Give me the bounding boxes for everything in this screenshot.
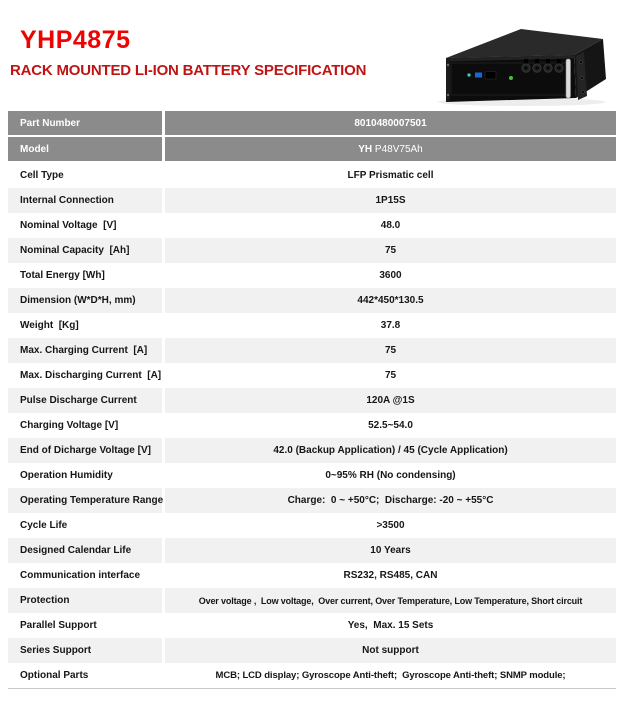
doc-title: RACK MOUNTED LI-ION BATTERY SPECIFICATION [10, 62, 367, 79]
row-label: Communication interface [8, 563, 162, 588]
table-row [8, 613, 616, 638]
row-value: 52.5~54.0 [165, 413, 616, 438]
table-row [8, 213, 616, 238]
table-row [8, 388, 616, 413]
table-row [8, 238, 616, 263]
row-value: 75 [165, 238, 616, 263]
row-label: Parallel Support [8, 613, 162, 638]
row-value: 37.8 [165, 313, 616, 338]
table-row [8, 363, 616, 388]
row-label: Internal Connection [8, 188, 162, 213]
row-value: RS232, RS485, CAN [165, 563, 616, 588]
table-row [8, 111, 616, 135]
row-value: Not support [165, 638, 616, 663]
table-row [8, 163, 616, 188]
row-label: Protection [8, 588, 162, 613]
row-value: Yes, Max. 15 Sets [165, 613, 616, 638]
table-row [8, 137, 616, 161]
row-label: Nominal Capacity [Ah] [8, 238, 162, 263]
row-value-rest: P48V75Ah [372, 143, 423, 155]
row-value: 75 [165, 363, 616, 388]
table-row [8, 438, 616, 463]
row-value: 75 [165, 338, 616, 363]
row-label: Nominal Voltage [V] [8, 213, 162, 238]
row-value: 3600 [165, 263, 616, 288]
row-value-bold: YH [358, 143, 373, 155]
table-row [8, 288, 616, 313]
row-label: Part Number [8, 111, 162, 135]
row-value: Charge: 0 ~ +50°C; Discharge: -20 ~ +55°C [165, 488, 616, 513]
row-label: Charging Voltage [V] [8, 413, 162, 438]
row-label: Max. Charging Current [A] [8, 338, 162, 363]
table-row [8, 588, 616, 613]
row-label: Pulse Discharge Current [8, 388, 162, 413]
table-row [8, 538, 616, 563]
row-value: Over voltage , Low voltage, Over current, Over Temperature, Low Temperature, Short circuit [165, 588, 616, 613]
row-value: MCB; LCD display; Gyroscope Anti-theft; Gyroscope Anti-theft; SNMP module; [165, 663, 616, 688]
row-value: LFP Prismatic cell [165, 163, 616, 188]
rack-battery-icon [422, 12, 612, 107]
table-row [8, 313, 616, 338]
page-title: YHP4875 [20, 26, 131, 54]
row-label: Operation Humidity [8, 463, 162, 488]
row-label: Cell Type [8, 163, 162, 188]
row-label: Designed Calendar Life [8, 538, 162, 563]
spec-table [8, 111, 616, 689]
row-label: Weight [Kg] [8, 313, 162, 338]
table-row [8, 513, 616, 538]
table-row [8, 488, 616, 513]
row-value [165, 137, 616, 161]
row-label: Total Energy [Wh] [8, 263, 162, 288]
row-value: >3500 [165, 513, 616, 538]
row-label: Model [8, 137, 162, 161]
row-label: Dimension (W*D*H, mm) [8, 288, 162, 313]
row-label: Operating Temperature Range [8, 488, 162, 513]
table-row [8, 663, 616, 688]
table-row [8, 188, 616, 213]
row-label: Cycle Life [8, 513, 162, 538]
table-row [8, 563, 616, 588]
row-value: 0~95% RH (No condensing) [165, 463, 616, 488]
table-row [8, 338, 616, 363]
spec-table-rows [8, 111, 616, 688]
table-bottom-divider [8, 688, 616, 689]
row-value: 10 Years [165, 538, 616, 563]
table-row [8, 463, 616, 488]
row-value: 42.0 (Backup Application) / 45 (Cycle Application) [165, 438, 616, 463]
rack-battery-image [422, 12, 612, 112]
row-label: Optional Parts [8, 663, 162, 688]
row-label: Series Support [8, 638, 162, 663]
row-value: 120A @1S [165, 388, 616, 413]
row-value: 1P15S [165, 188, 616, 213]
row-label: End of Dicharge Voltage [V] [8, 438, 162, 463]
table-row [8, 638, 616, 663]
table-row [8, 413, 616, 438]
row-label: Max. Discharging Current [A] [8, 363, 162, 388]
row-value: 442*450*130.5 [165, 288, 616, 313]
table-row [8, 263, 616, 288]
row-value: 8010480007501 [165, 111, 616, 135]
row-value: 48.0 [165, 213, 616, 238]
